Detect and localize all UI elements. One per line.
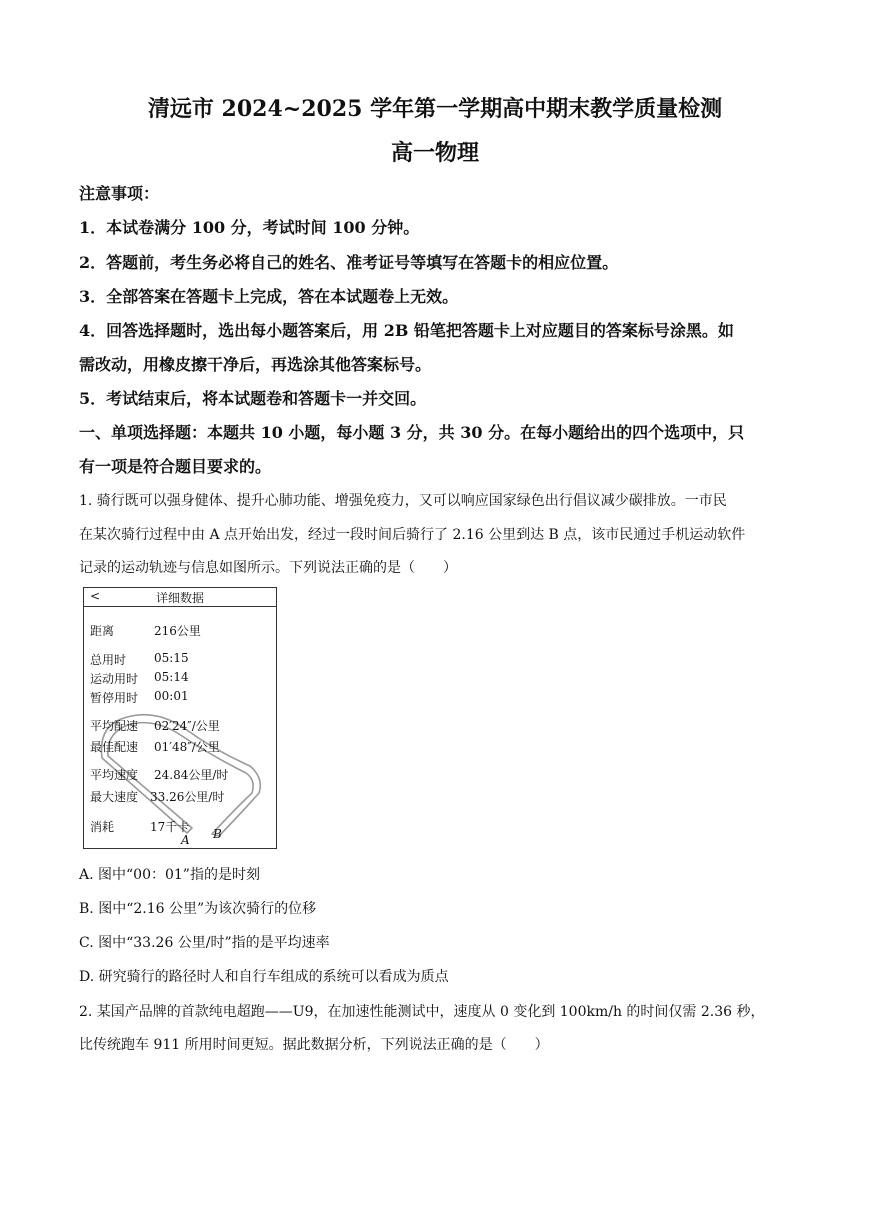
option-d: D. 研究骑行的路径时人和自行车组成的系统可以看成为质点 (79, 969, 449, 985)
note-item: 1．本试卷满分 100 分，考试时间 100 分钟。 (79, 218, 420, 237)
option-b: B. 图中“2.16 公里”为该次骑行的位移 (79, 901, 317, 917)
option-c: C. 图中“33.26 公里/时”指的是平均速率 (79, 935, 330, 951)
note-item: 5．考试结束后，将本试题卷和答题卡一并交回。 (79, 389, 427, 408)
figure-row-label: 暂停用时 (90, 691, 139, 705)
point-a-label: A (181, 833, 190, 847)
figure-row-label: 消耗 (90, 820, 115, 834)
figure-row-value: 05:14 (154, 670, 189, 684)
note-item: 3．全部答案在答题卡上完成，答在本试题卷上无效。 (79, 287, 459, 306)
figure-row-value: 01′48″/公里 (154, 740, 220, 754)
section-heading: 一、单项选择题：本题共 10 小题，每小题 3 分，共 30 分。在每小题给出的四个选项中，只 (79, 423, 745, 442)
exam-subject: 高一物理 (390, 140, 479, 166)
ride-data-figure (83, 587, 277, 849)
question-2-text: 2. 某国产品牌的首款纯电超跑——U9，在加速性能测试中，速度从 0 变化到 100km/h 的时间仅需 2.36 秒， (79, 1004, 765, 1020)
note-item: 2．答题前，考生务必将自己的姓名、准考证号等填写在答题卡的相应位置。 (79, 253, 619, 272)
question-1-text: 记录的运动轨迹与信息如图所示。下列说法正确的是（ ） (79, 560, 457, 576)
option-a: A. 图中“00：01”指的是时刻 (79, 867, 260, 883)
figure-row-value: 00:01 (154, 689, 189, 703)
figure-row-value: 17千卡 (150, 820, 190, 834)
figure-title: 详细数据 (155, 591, 204, 605)
back-icon: < (90, 589, 101, 603)
notes-heading: 注意事项： (79, 184, 160, 203)
question-2-text: 比传统跑车 911 所用时间更短。据此数据分析，下列说法正确的是（ ） (79, 1037, 549, 1053)
question-1-text: 1. 骑行既可以强身健体、提升心肺功能、增强免疫力，又可以响应国家绿色出行倡议减少碳排放。一市民 (79, 493, 727, 509)
figure-row-value: 33.26公里/时 (150, 790, 225, 804)
figure-row-value: 216公里 (154, 624, 201, 638)
figure-row-value: 05:15 (154, 651, 189, 665)
note-item: 4．回答选择题时，选出每小题答案后，用 2B 铅笔把答题卡上对应题目的答案标号涂黑。如 (79, 321, 734, 340)
exam-title: 清远市 2024~2025 学年第一学期高中期末教学质量检测 (147, 96, 723, 122)
note-item: 需改动，用橡皮擦干净后，再选涂其他答案标号。 (79, 355, 432, 374)
figure-row-label: 距离 (90, 624, 115, 638)
figure-row-label: 运动用时 (90, 672, 139, 686)
figure-row-label: 总用时 (90, 653, 127, 667)
figure-row-label: 最大速度 (90, 790, 139, 804)
figure-row-label: 平均速度 (90, 768, 139, 782)
figure-row-value: 02′24″/公里 (154, 719, 220, 733)
figure-row-label: 平均配速 (90, 719, 139, 733)
figure-row-label: 最佳配速 (90, 740, 139, 754)
question-1-text: 在某次骑行过程中由 A 点开始出发，经过一段时间后骑行了 2.16 公里到达 B 点，该市民通过手机运动软件 (79, 527, 746, 543)
section-heading-cont: 有一项是符合题目要求的。 (79, 457, 272, 476)
figure-row-value: 24.84公里/时 (154, 768, 229, 782)
point-b-label: B (213, 827, 222, 841)
